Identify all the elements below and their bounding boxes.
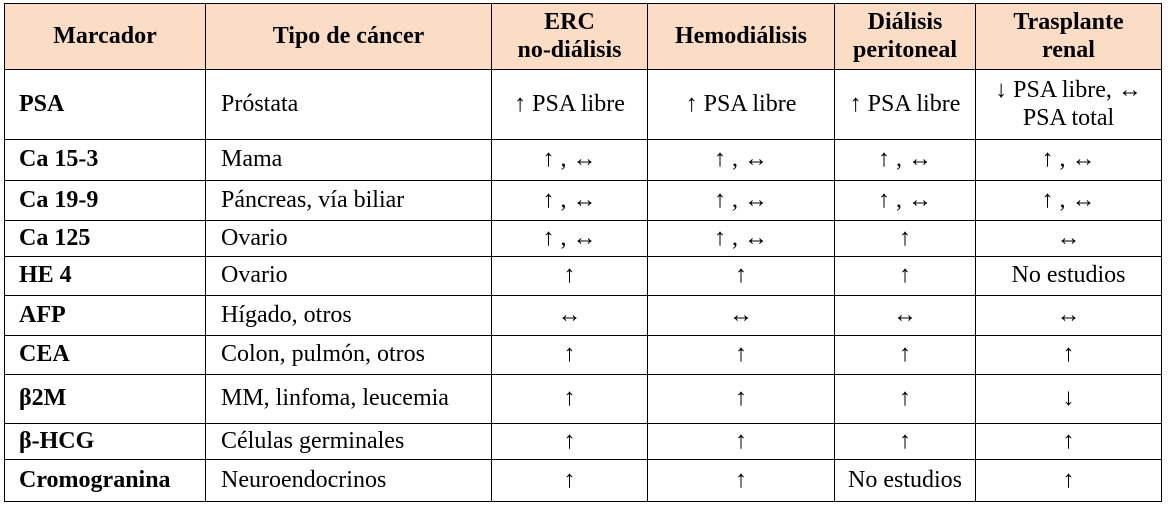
marker-cell: AFP bbox=[5, 296, 206, 336]
cancer-type-cell: Colon, pulmón, otros bbox=[206, 336, 492, 375]
table-row bbox=[5, 70, 1162, 140]
erc-value-cell: ↑ , ↔ bbox=[492, 140, 648, 181]
peritoneal-value-cell: ↑ bbox=[835, 336, 976, 375]
erc-value-cell: ↑ bbox=[492, 375, 648, 424]
marker-cell: β-HCG bbox=[5, 424, 206, 460]
hemodialysis-value-cell: ↑ , ↔ bbox=[648, 181, 835, 221]
marker-cell: β2M bbox=[5, 375, 206, 424]
header-marcador: Marcador bbox=[5, 4, 206, 70]
transplant-value-cell: ↑ , ↔ bbox=[976, 181, 1162, 221]
cancer-type-cell: MM, linfoma, leucemia bbox=[206, 375, 492, 424]
cancer-type-cell: Ovario bbox=[206, 257, 492, 296]
cancer-type-cell: Neuroendocrinos bbox=[206, 460, 492, 502]
transplant-value-cell: ↓ PSA libre, ↔ PSA total bbox=[976, 70, 1162, 140]
table-row bbox=[5, 181, 1162, 221]
cancer-type-cell: Páncreas, vía biliar bbox=[206, 181, 492, 221]
peritoneal-value-cell: ↑ bbox=[835, 375, 976, 424]
cancer-type-cell: Células germinales bbox=[206, 424, 492, 460]
peritoneal-value-cell: ↑ bbox=[835, 257, 976, 296]
erc-value-cell: ↑ , ↔ bbox=[492, 181, 648, 221]
erc-value-cell: ↑ bbox=[492, 460, 648, 502]
table-row bbox=[5, 296, 1162, 336]
header-erc-no-dialisis: ERC no-diálisis bbox=[492, 4, 648, 70]
hemodialysis-value-cell: ↑ bbox=[648, 460, 835, 502]
table-row bbox=[5, 424, 1162, 460]
hemodialysis-value-cell: ↑ PSA libre bbox=[648, 70, 835, 140]
transplant-value-cell: ↓ bbox=[976, 375, 1162, 424]
transplant-value-cell: No estudios bbox=[976, 257, 1162, 296]
cancer-type-cell: Ovario bbox=[206, 221, 492, 257]
table-row bbox=[5, 460, 1162, 502]
marker-cell: CEA bbox=[5, 336, 206, 375]
peritoneal-value-cell: ↑ bbox=[835, 424, 976, 460]
erc-value-cell: ↑ bbox=[492, 424, 648, 460]
header-tipo-cancer: Tipo de cáncer bbox=[206, 4, 492, 70]
table-row bbox=[5, 257, 1162, 296]
peritoneal-value-cell: ↔ bbox=[835, 296, 976, 336]
cancer-type-cell: Próstata bbox=[206, 70, 492, 140]
hemodialysis-value-cell: ↑ bbox=[648, 375, 835, 424]
marker-cell: Ca 125 bbox=[5, 221, 206, 257]
peritoneal-value-cell: ↑ PSA libre bbox=[835, 70, 976, 140]
hemodialysis-value-cell: ↑ bbox=[648, 424, 835, 460]
peritoneal-value-cell: ↑ , ↔ bbox=[835, 181, 976, 221]
hemodialysis-value-cell: ↔ bbox=[648, 296, 835, 336]
peritoneal-value-cell: No estudios bbox=[835, 460, 976, 502]
transplant-value-cell: ↑ bbox=[976, 336, 1162, 375]
erc-value-cell: ↑ bbox=[492, 336, 648, 375]
peritoneal-value-cell: ↑ , ↔ bbox=[835, 140, 976, 181]
cancer-type-cell: Mama bbox=[206, 140, 492, 181]
peritoneal-value-cell: ↑ bbox=[835, 221, 976, 257]
marker-cell: Ca 15-3 bbox=[5, 140, 206, 181]
transplant-value-cell: ↔ bbox=[976, 221, 1162, 257]
erc-value-cell: ↑ , ↔ bbox=[492, 221, 648, 257]
erc-value-cell: ↔ bbox=[492, 296, 648, 336]
hemodialysis-value-cell: ↑ bbox=[648, 257, 835, 296]
cancer-type-cell: Hígado, otros bbox=[206, 296, 492, 336]
marker-cell: Cromogranina bbox=[5, 460, 206, 502]
hemodialysis-value-cell: ↑ , ↔ bbox=[648, 221, 835, 257]
tumor-marker-table bbox=[4, 3, 1162, 502]
table-row bbox=[5, 375, 1162, 424]
transplant-value-cell: ↑ bbox=[976, 424, 1162, 460]
marker-cell: HE 4 bbox=[5, 257, 206, 296]
transplant-value-cell: ↔ bbox=[976, 296, 1162, 336]
erc-value-cell: ↑ bbox=[492, 257, 648, 296]
hemodialysis-value-cell: ↑ bbox=[648, 336, 835, 375]
marker-cell: Ca 19-9 bbox=[5, 181, 206, 221]
header-dialisis-peritoneal: Diálisis peritoneal bbox=[835, 4, 976, 70]
hemodialysis-value-cell: ↑ , ↔ bbox=[648, 140, 835, 181]
transplant-value-cell: ↑ , ↔ bbox=[976, 140, 1162, 181]
table-row bbox=[5, 221, 1162, 257]
table-row bbox=[5, 140, 1162, 181]
erc-value-cell: ↑ PSA libre bbox=[492, 70, 648, 140]
header-row bbox=[5, 4, 1162, 70]
transplant-value-cell: ↑ bbox=[976, 460, 1162, 502]
header-hemodialisis: Hemodiálisis bbox=[648, 4, 835, 70]
marker-cell: PSA bbox=[5, 70, 206, 140]
header-trasplante-renal: Trasplante renal bbox=[976, 4, 1162, 70]
table-row bbox=[5, 336, 1162, 375]
